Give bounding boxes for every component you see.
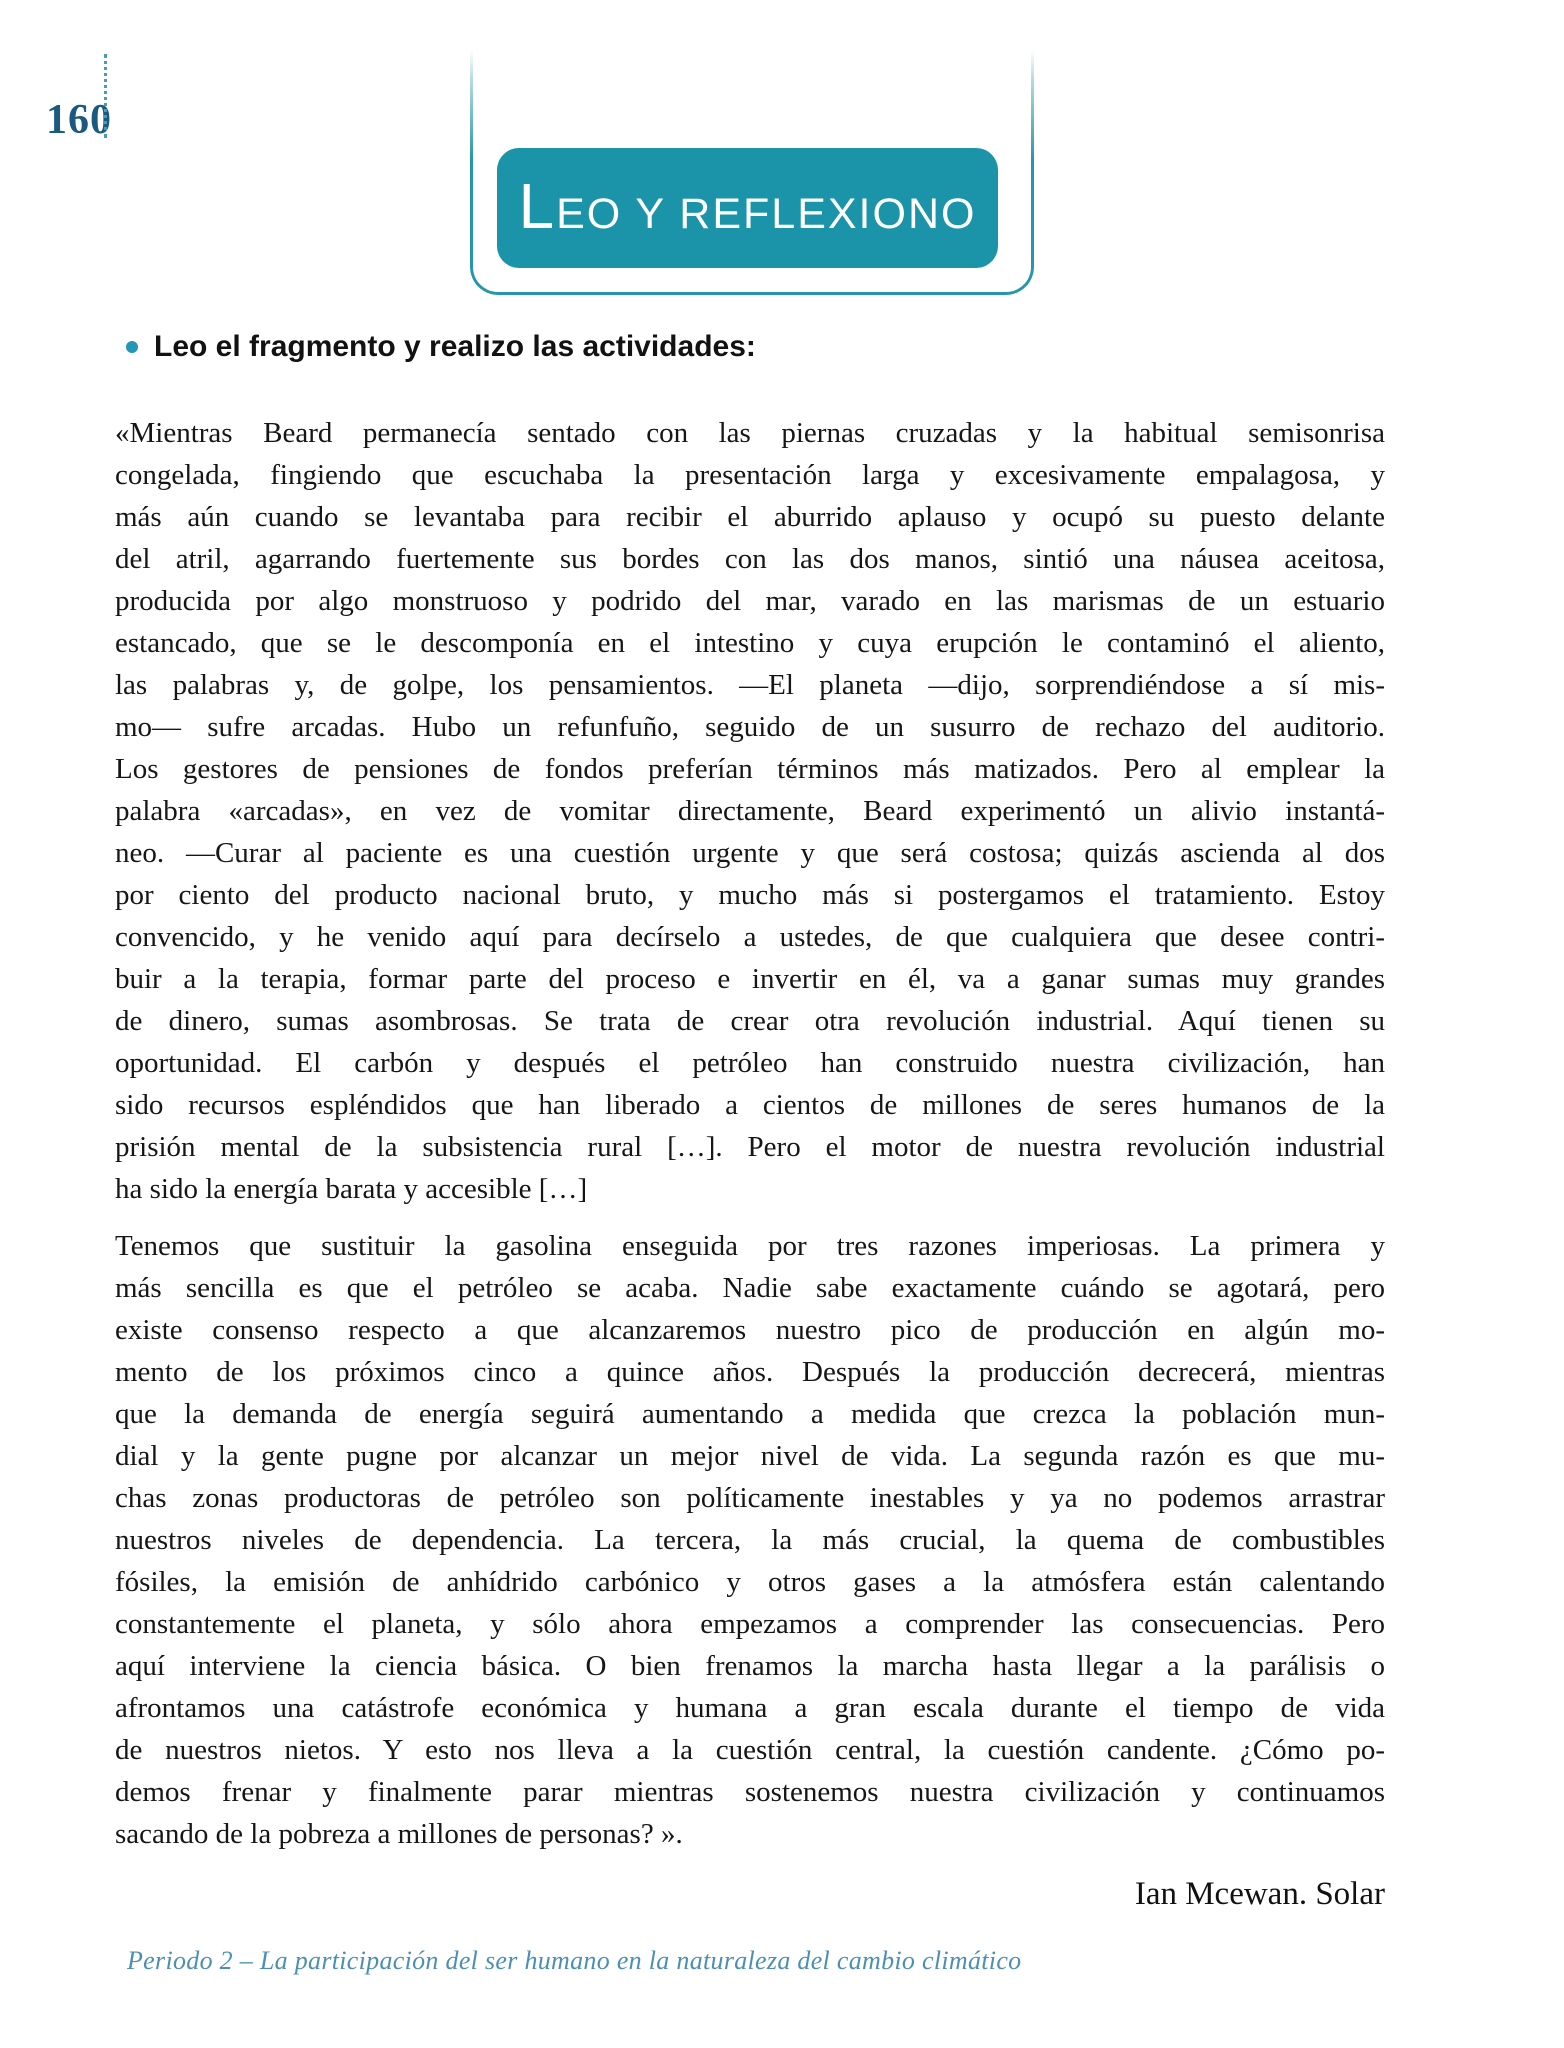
text-line: demos frenar y finalmente parar mientras sostenemos nuestra civilización y continuamos bbox=[115, 1776, 1385, 1808]
text-line: de nuestros nietos. Y esto nos lleva a la cuestión central, la cuestión candente. ¿Cómo po- bbox=[115, 1734, 1385, 1766]
text-line: nuestros niveles de dependencia. La tercera, la más crucial, la quema de combustibles bbox=[115, 1524, 1385, 1556]
text-line: más aún cuando se levantaba para recibir el aburrido aplauso y ocupó su puesto delante bbox=[115, 501, 1385, 533]
text-line: «Mientras Beard permanecía sentado con las piernas cruzadas y la habitual semisonrisa bbox=[115, 417, 1385, 449]
text-line: aquí interviene la ciencia básica. O bien frenamos la marcha hasta llegar a la parálisis o bbox=[115, 1650, 1385, 1682]
text-line: mo— sufre arcadas. Hubo un refunfuño, seguido de un susurro de rechazo del auditorio. bbox=[115, 711, 1385, 743]
text-line: convencido, y he venido aquí para decírselo a ustedes, de que cualquiera que desee contri- bbox=[115, 921, 1385, 953]
text-line: buir a la terapia, formar parte del proceso e invertir en él, va a ganar sumas muy grandes bbox=[115, 963, 1385, 995]
text-line: estancado, que se le descomponía en el intestino y cuya erupción le contaminó el aliento, bbox=[115, 627, 1385, 659]
text-line: congelada, fingiendo que escuchaba la presentación larga y excesivamente empalagosa, y bbox=[115, 459, 1385, 491]
text-line: producida por algo monstruoso y podrido del mar, varado en las marismas de un estuario bbox=[115, 585, 1385, 617]
bullet-icon bbox=[126, 341, 138, 353]
body-text bbox=[115, 412, 1385, 1855]
text-line: afrontamos una catástrofe económica y humana a gran escala durante el tiempo de vida bbox=[115, 1692, 1385, 1724]
text-line: de dinero, sumas asombrosas. Se trata de crear otra revolución industrial. Aquí tienen su bbox=[115, 1005, 1385, 1037]
section-banner bbox=[497, 148, 998, 268]
text-line: prisión mental de la subsistencia rural […]. Pero el motor de nuestra revolución industrial bbox=[115, 1131, 1385, 1163]
text-line: sido recursos espléndidos que han liberado a cientos de millones de seres humanos de la bbox=[115, 1089, 1385, 1121]
section-banner-title: LEO Y REFLEXIONO bbox=[518, 170, 977, 242]
text-line: más sencilla es que el petróleo se acaba. Nadie sabe exactamente cuándo se agotará, pero bbox=[115, 1272, 1385, 1304]
attribution: Ian Mcewan. Solar bbox=[1134, 1876, 1385, 1912]
text-line: existe consenso respecto a que alcanzaremos nuestro pico de producción en algún mo- bbox=[115, 1314, 1385, 1346]
text-line: Los gestores de pensiones de fondos preferían términos más matizados. Pero al emplear la bbox=[115, 753, 1385, 785]
text-line: ha sido la energía barata y accesible […] bbox=[115, 1173, 588, 1205]
text-line: oportunidad. El carbón y después el petróleo han construido nuestra civilización, han bbox=[115, 1047, 1385, 1079]
instruction-row bbox=[126, 330, 756, 364]
footer-period-label: Periodo 2 – La participación del ser humano en la naturaleza del cambio climático bbox=[127, 1946, 1022, 1975]
dotted-divider bbox=[104, 54, 107, 138]
text-line: constantemente el planeta, y sólo ahora empezamos a comprender las consecuencias. Pero bbox=[115, 1608, 1385, 1640]
text-line: que la demanda de energía seguirá aumentando a medida que crezca la población mun- bbox=[115, 1398, 1385, 1430]
text-line: neo. —Curar al paciente es una cuestión urgente y que será costosa; quizás ascienda al dos bbox=[115, 837, 1385, 869]
text-line: fósiles, la emisión de anhídrido carbónico y otros gases a la atmósfera están calentando bbox=[115, 1566, 1385, 1598]
text-line: mento de los próximos cinco a quince años. Después la producción decrecerá, mientras bbox=[115, 1356, 1385, 1388]
paragraph bbox=[115, 1225, 1385, 1855]
text-line: palabra «arcadas», en vez de vomitar directamente, Beard experimentó un alivio instantá- bbox=[115, 795, 1385, 827]
text-line: del atril, agarrando fuertemente sus bordes con las dos manos, sintió una náusea aceitosa, bbox=[115, 543, 1385, 575]
page-number: 160 bbox=[46, 97, 112, 143]
text-line: las palabras y, de golpe, los pensamientos. —El planeta —dijo, sorprendiéndose a sí mis- bbox=[115, 669, 1385, 701]
reading-passage bbox=[115, 412, 1385, 1915]
text-line: sacando de la pobreza a millones de personas? ». bbox=[115, 1818, 683, 1850]
paragraph bbox=[115, 412, 1385, 1210]
instruction-label: Leo el fragmento y realizo las actividades: bbox=[154, 330, 756, 363]
text-line: chas zonas productoras de petróleo son políticamente inestables y ya no podemos arrastrar bbox=[115, 1482, 1385, 1514]
text-line: por ciento del producto nacional bruto, y mucho más si postergamos el tratamiento. Estoy bbox=[115, 879, 1385, 911]
text-line: dial y la gente pugne por alcanzar un mejor nivel de vida. La segunda razón es que mu- bbox=[115, 1440, 1385, 1472]
text-line: Tenemos que sustituir la gasolina enseguida por tres razones imperiosas. La primera y bbox=[115, 1230, 1385, 1262]
